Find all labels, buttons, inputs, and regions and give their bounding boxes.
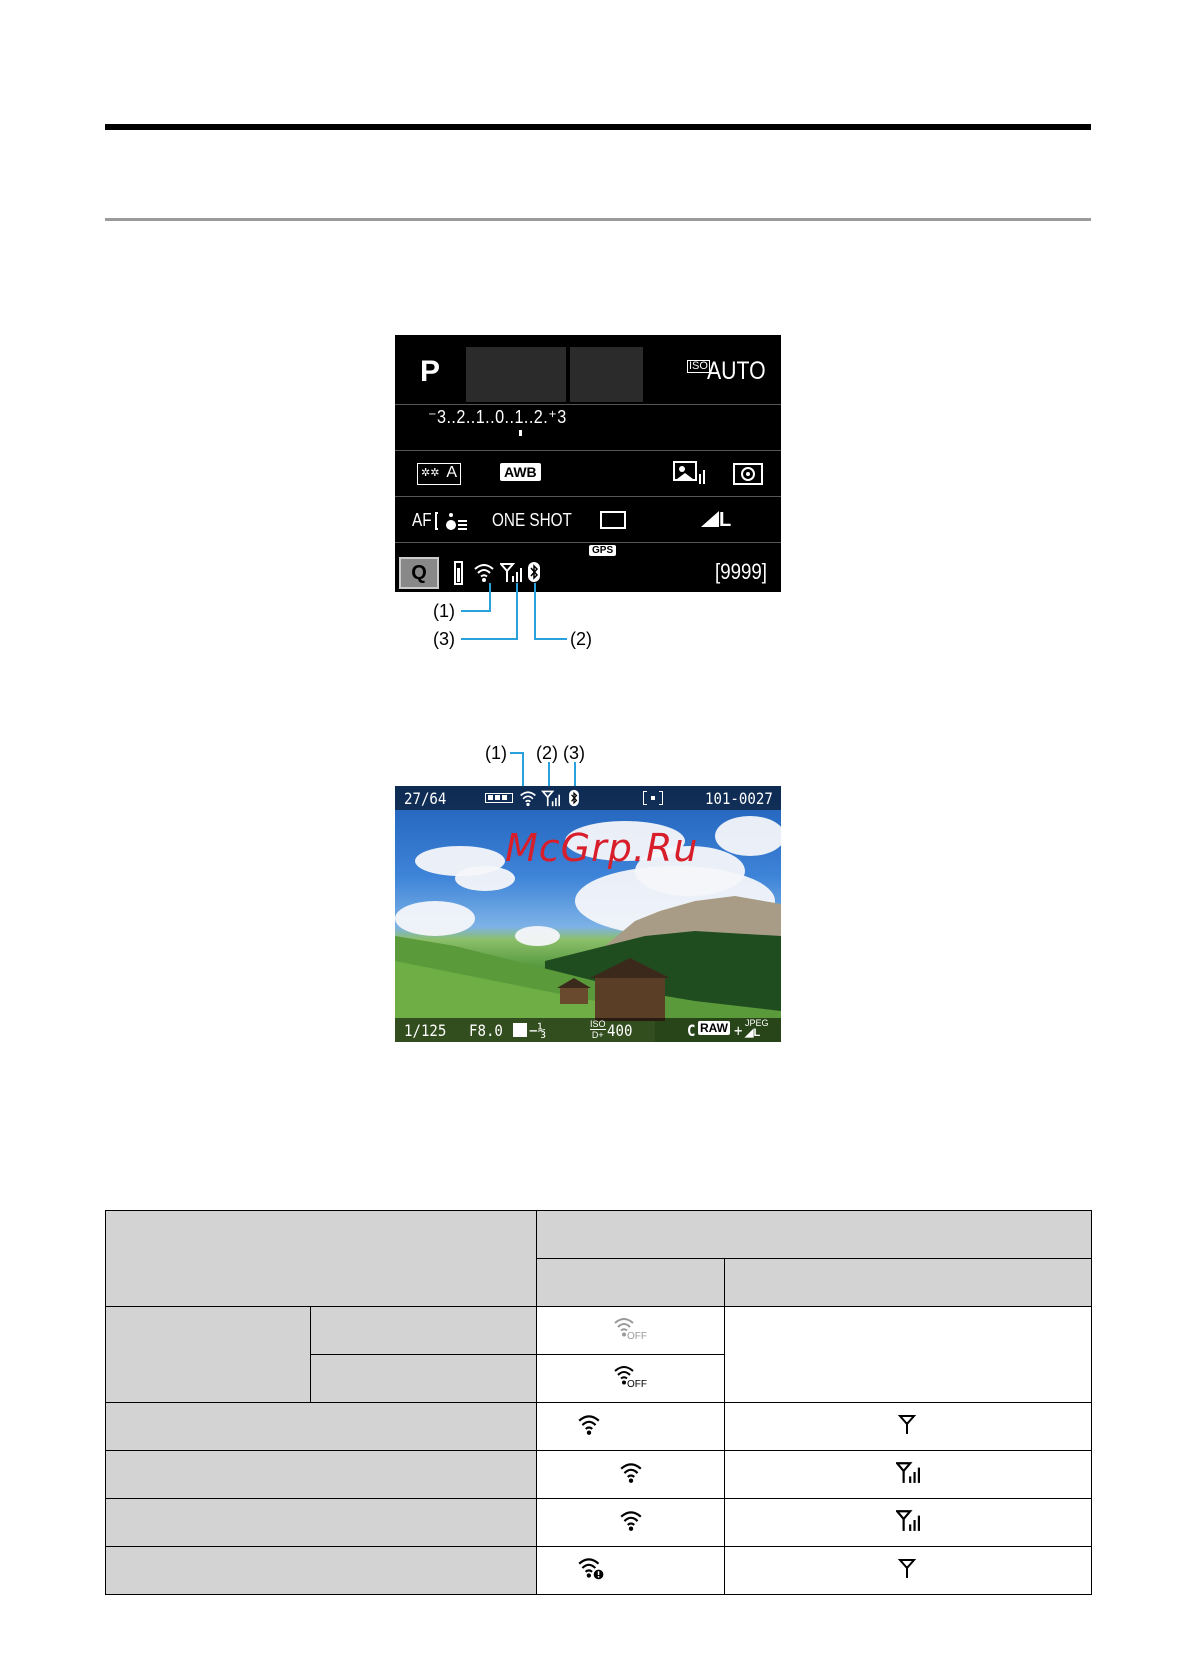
wifi-icon	[518, 789, 538, 807]
callout-2: (2)	[570, 629, 592, 649]
iso-value: AUTO	[707, 357, 766, 385]
table-row-label	[106, 1499, 537, 1547]
gps-indicator: GPS	[589, 545, 616, 556]
table-header-status	[106, 1211, 537, 1307]
table-cell	[537, 1403, 725, 1451]
table-cell	[725, 1547, 1092, 1595]
landscape	[395, 786, 781, 1042]
iso-label: ISO D+	[590, 1019, 606, 1040]
table-row-label	[106, 1403, 537, 1451]
folder-file-number: 101-0027	[705, 789, 773, 808]
picture-style-icon: ✲✲ A	[417, 463, 461, 485]
table-header-wifi	[537, 1259, 725, 1307]
table-cell	[725, 1307, 1092, 1403]
image-quality-icon: L	[701, 509, 731, 532]
callout-1: (1)	[433, 601, 455, 621]
aperture-value: F8.0	[469, 1021, 503, 1040]
white-balance: AWB	[500, 463, 541, 481]
antenna-signal-icon	[896, 1508, 920, 1532]
iso-value: 400	[607, 1021, 633, 1040]
bluetooth-icon	[568, 789, 580, 807]
wifi-icon	[619, 1508, 643, 1532]
wifi-error-icon	[577, 1555, 605, 1581]
table-cell	[725, 1403, 1092, 1451]
wifi-off-gray-icon	[613, 1315, 649, 1341]
table-row-label	[106, 1307, 311, 1403]
table-row-label	[106, 1547, 537, 1595]
antenna-icon	[897, 1556, 919, 1580]
playback-callout-3: (3)	[563, 743, 585, 763]
exposure-comp-value: −⅓	[529, 1021, 546, 1040]
table-header-screen	[537, 1211, 1092, 1259]
callout-3: (3)	[433, 629, 455, 649]
antenna-signal-icon	[541, 789, 561, 807]
exposure-scale: ⁻3..2..1..0..1..2.⁺3	[428, 407, 567, 427]
table-cell	[537, 1451, 725, 1499]
wifi-off-icon	[613, 1363, 649, 1389]
table-cell	[537, 1499, 725, 1547]
playback-callout-2: (2)	[536, 743, 558, 763]
exposure-comp-icon	[513, 1023, 527, 1037]
antenna-icon	[897, 1412, 919, 1436]
table-cell	[537, 1547, 725, 1595]
af-operation: ONE SHOT	[492, 510, 572, 530]
svg-text:OFF: OFF	[626, 1331, 647, 1341]
shutter-speed: 1/125	[404, 1021, 447, 1040]
raw-label: RAW	[700, 1021, 728, 1035]
raw-prefix: C	[687, 1021, 696, 1040]
quick-control-button[interactable]: Q	[399, 557, 439, 589]
af-point-icon	[643, 791, 663, 805]
shooting-mode: P	[420, 355, 441, 388]
table-cell	[725, 1451, 1092, 1499]
table-cell	[725, 1499, 1092, 1547]
battery-icon	[485, 793, 513, 803]
table-row-label	[106, 1451, 537, 1499]
wifi-icon	[619, 1460, 643, 1484]
wifi-icon	[577, 1412, 601, 1436]
playback-callout-1: (1)	[485, 743, 507, 763]
playback-screen	[395, 786, 781, 1042]
table-row-sublabel	[311, 1355, 537, 1403]
watermark: McGrp.Ru	[505, 826, 699, 870]
table-cell	[537, 1307, 725, 1355]
table-header-signal	[725, 1259, 1092, 1307]
frame-count: 27/64	[404, 789, 447, 808]
table-row-sublabel	[311, 1307, 537, 1355]
svg-text:OFF: OFF	[626, 1379, 647, 1389]
shots-remaining: [9999]	[715, 559, 767, 584]
raw-plus: +	[734, 1021, 743, 1040]
wireless-status-table	[105, 1210, 1092, 1595]
af-label: AF	[412, 510, 432, 530]
table-cell	[537, 1355, 725, 1403]
quick-screen-callout-lines	[0, 0, 1192, 700]
jpeg-quality: JPEG ◢L	[745, 1018, 769, 1039]
iso-label: ISO	[689, 360, 708, 372]
antenna-signal-icon	[896, 1460, 920, 1484]
